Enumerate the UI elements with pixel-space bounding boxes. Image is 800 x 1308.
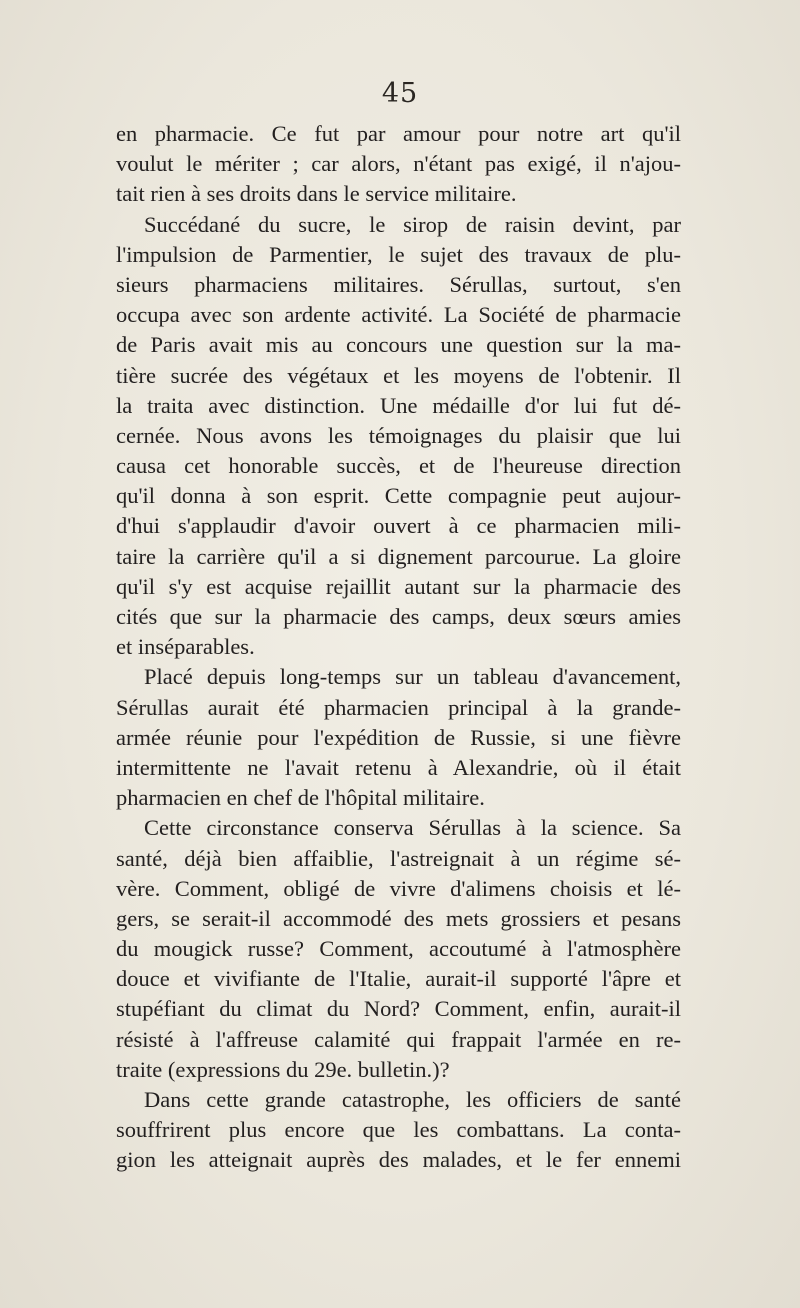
text-line: de Paris avait mis au concours une question sur la ma- — [116, 332, 681, 358]
text-line: la traita avec distinction. Une médaille d'or lui fut dé- — [116, 392, 681, 418]
text-line: stupéfiant du climat du Nord? Comment, enfin, aurait-il — [116, 996, 681, 1022]
page-number: 45 — [381, 78, 419, 109]
text-line: Placé depuis long-temps sur un tableau d'avancement, — [144, 664, 681, 690]
text-line: qu'il s'y est acquise rejaillit autant sur la pharmacie des — [116, 573, 681, 599]
body-text — [116, 119, 681, 1176]
text-line: causa cet honorable succès, et de l'heureuse direction — [116, 453, 681, 479]
text-line: du mougick russe? Comment, accoutumé à l'atmosphère — [116, 936, 681, 962]
text-line: taire la carrière qu'il a si dignement parcourue. La gloire — [116, 543, 681, 569]
text-line: l'impulsion de Parmentier, le sujet des travaux de plu- — [116, 241, 681, 267]
text-line: vère. Comment, obligé de vivre d'alimens choisis et lé- — [116, 875, 681, 901]
text-line: cernée. Nous avons les témoignages du plaisir que lui — [116, 422, 681, 448]
text-line: traite (expressions du 29e. bulletin.)? — [116, 1056, 450, 1082]
text-line: occupa avec son ardente activité. La Société de pharmacie — [116, 302, 681, 328]
text-line: Succédané du sucre, le sirop de raisin devint, par — [144, 211, 681, 237]
text-line: gers, se serait-il accommodé des mets grossiers et pesans — [116, 905, 681, 931]
text-line: Sérullas aurait été pharmacien principal à la grande- — [116, 694, 681, 720]
text-line: tait rien à ses droits dans le service militaire. — [116, 181, 517, 207]
text-line: tière sucrée des végétaux et les moyens de l'obtenir. Il — [116, 362, 681, 388]
text-line: douce et vivifiante de l'Italie, aurait-il supporté l'âpre et — [116, 966, 681, 992]
text-line: et inséparables. — [116, 634, 255, 660]
text-line: santé, déjà bien affaiblie, l'astreignait à un régime sé- — [116, 845, 681, 871]
text-line: d'hui s'applaudir d'avoir ouvert à ce pharmacien mili- — [116, 513, 681, 539]
text-line: sieurs pharmaciens militaires. Sérullas, surtout, s'en — [116, 271, 681, 297]
text-line: résisté à l'affreuse calamité qui frappait l'armée en re- — [116, 1026, 681, 1052]
text-line: qu'il donna à son esprit. Cette compagnie peut aujour- — [116, 483, 681, 509]
text-line: Dans cette grande catastrophe, les officiers de santé — [144, 1087, 681, 1112]
text-line: pharmacien en chef de l'hôpital militaire. — [116, 785, 485, 811]
text-line: voulut le mériter ; car alors, n'étant pas exigé, il n'ajou- — [116, 151, 681, 177]
text-line: souffrirent plus encore que les combattans. La conta- — [116, 1117, 681, 1143]
text-line: intermittente ne l'avait retenu à Alexandrie, où il était — [116, 754, 681, 780]
text-line: en pharmacie. Ce fut par amour pour notre art qu'il — [116, 121, 681, 146]
text-line: Cette circonstance conserva Sérullas à la science. Sa — [144, 815, 681, 841]
text-line: armée réunie pour l'expédition de Russie, si une fièvre — [116, 724, 681, 750]
text-line: cités que sur la pharmacie des camps, deux sœurs amies — [116, 604, 681, 629]
text-line: gion les atteignait auprès des malades, et le fer ennemi — [116, 1147, 681, 1173]
